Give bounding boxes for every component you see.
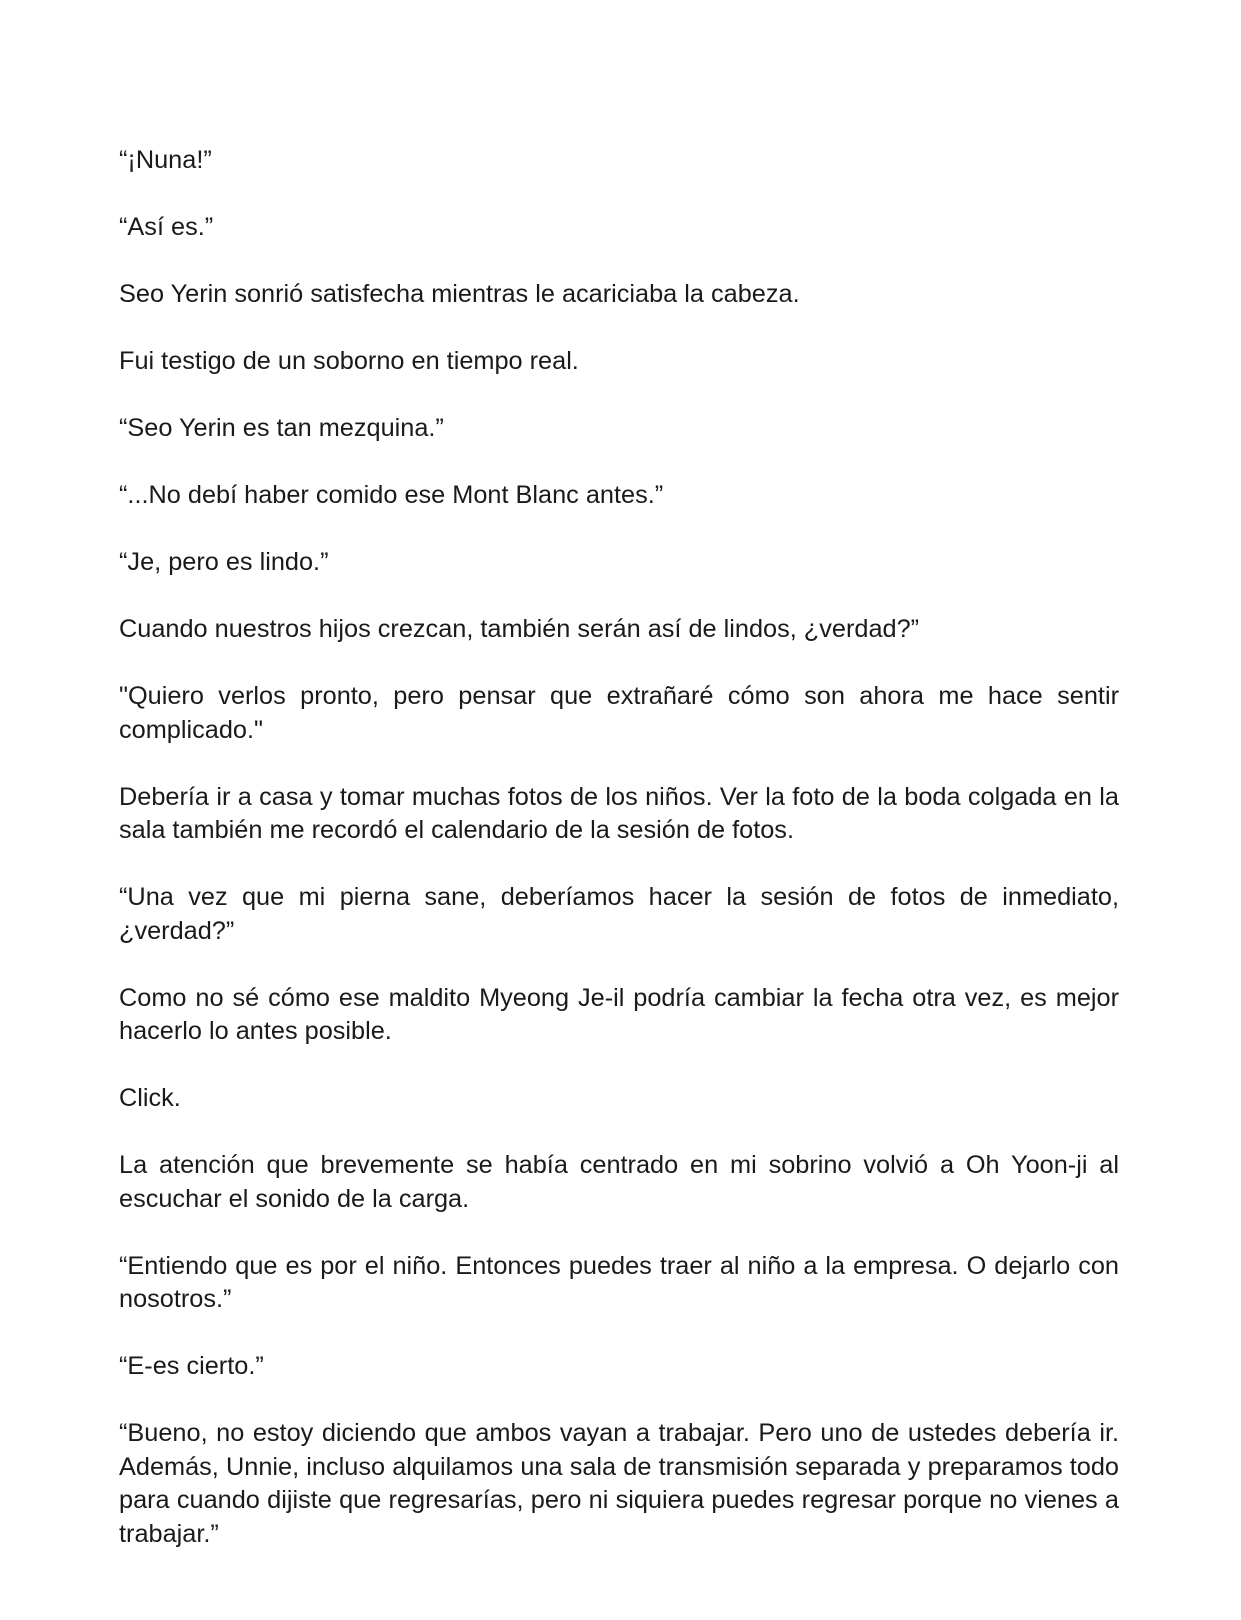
paragraph: La atención que brevemente se había centrado en mi sobrino volvió a Oh Yoon-ji al escuchar el sonido de la carga. <box>119 1151 1119 1213</box>
paragraph: “Así es.” <box>119 213 214 241</box>
paragraph: “E-es cierto.” <box>119 1352 264 1380</box>
paragraph: Cuando nuestros hijos crezcan, también serán así de lindos, ¿verdad?” <box>119 615 920 643</box>
document-page <box>119 144 1119 1585</box>
paragraph: Fui testigo de un soborno en tiempo real. <box>119 347 579 375</box>
paragraph: Click. <box>119 1084 181 1112</box>
paragraph: Seo Yerin sonrió satisfecha mientras le acariciaba la cabeza. <box>119 280 800 308</box>
paragraph: “¡Nuna!” <box>119 146 212 174</box>
paragraph: “Je, pero es lindo.” <box>119 548 329 576</box>
paragraph: “Bueno, no estoy diciendo que ambos vayan a trabajar. Pero uno de ustedes debería ir. Además, Unnie, incluso alquilamos una sala de transmisión separada y preparamos todo para cuando dijiste que regresarías, pero ni siquiera puedes regresar porque no vienes a trabajar.” <box>119 1419 1119 1548</box>
paragraph: "Quiero verlos pronto, pero pensar que extrañaré cómo son ahora me hace sentir complicado." <box>119 682 1119 744</box>
paragraph: Debería ir a casa y tomar muchas fotos de los niños. Ver la foto de la boda colgada en la sala también me recordó el calendario de la sesión de fotos. <box>119 782 1119 844</box>
paragraph: “Entiendo que es por el niño. Entonces puedes traer al niño a la empresa. O dejarlo con nosotros.” <box>119 1251 1119 1313</box>
paragraph: “Una vez que mi pierna sane, deberíamos hacer la sesión de fotos de inmediato, ¿verdad?” <box>119 883 1119 945</box>
paragraph: Como no sé cómo ese maldito Myeong Je-il podría cambiar la fecha otra vez, es mejor hacerlo lo antes posible. <box>119 983 1119 1045</box>
paragraph: “Seo Yerin es tan mezquina.” <box>119 414 444 442</box>
paragraph: “...No debí haber comido ese Mont Blanc antes.” <box>119 481 664 509</box>
